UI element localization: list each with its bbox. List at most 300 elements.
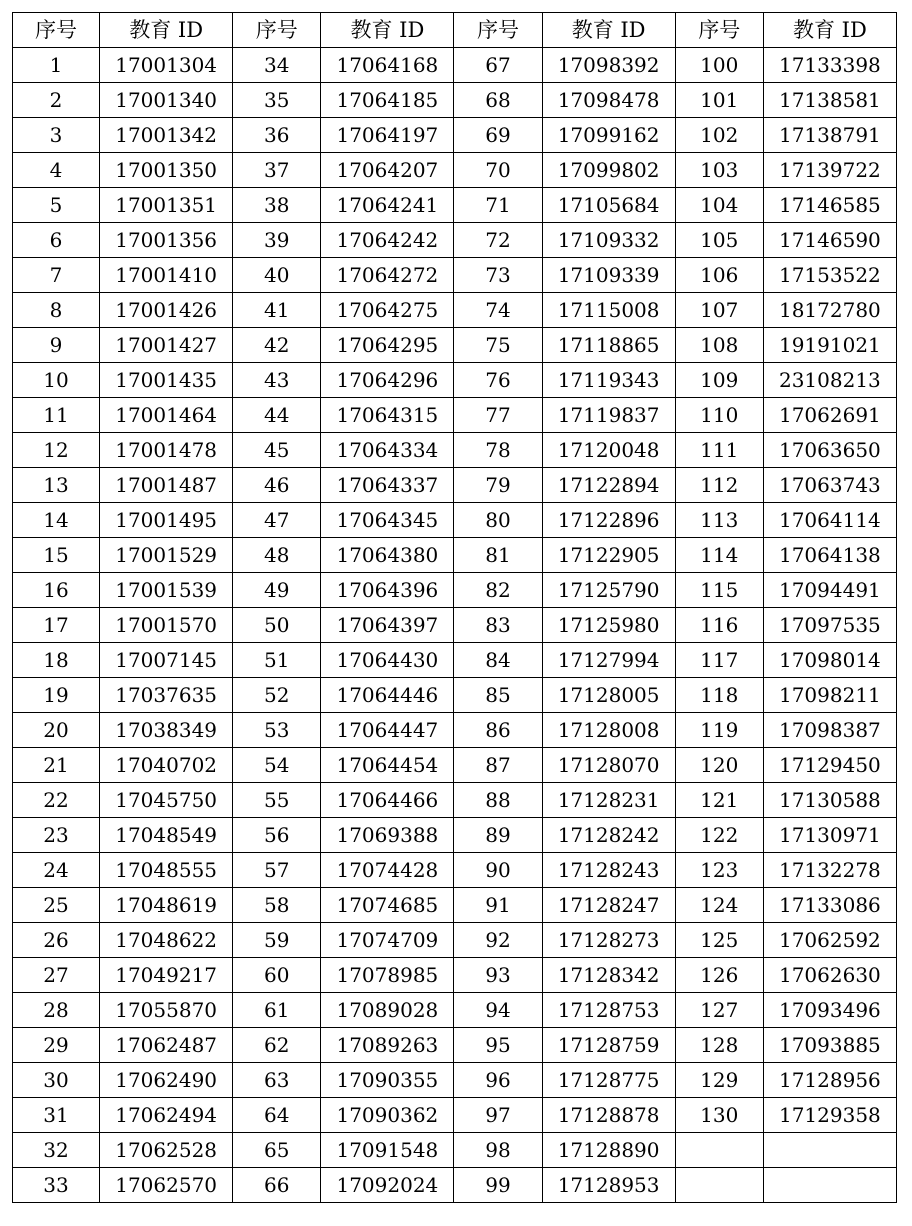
cell-education-id: 17122905	[542, 538, 675, 573]
cell-education-id: 17064114	[763, 503, 896, 538]
cell-education-id: 17128878	[542, 1098, 675, 1133]
cell-seq-number: 38	[233, 188, 321, 223]
cell-education-id: 17064396	[321, 573, 454, 608]
cell-education-id: 17129450	[763, 748, 896, 783]
cell-seq-number: 112	[675, 468, 763, 503]
cell-seq-number: 5	[13, 188, 100, 223]
cell-seq-number: 56	[233, 818, 321, 853]
cell-education-id: 17064337	[321, 468, 454, 503]
cell-education-id: 17064207	[321, 153, 454, 188]
cell-seq-number: 59	[233, 923, 321, 958]
cell-seq-number: 118	[675, 678, 763, 713]
cell-education-id: 17064197	[321, 118, 454, 153]
cell-education-id: 17128273	[542, 923, 675, 958]
cell-education-id: 17001356	[100, 223, 233, 258]
id-table-container	[12, 12, 897, 1203]
table-row	[13, 293, 897, 328]
table-row	[13, 993, 897, 1028]
cell-education-id: 17105684	[542, 188, 675, 223]
cell-seq-number: 53	[233, 713, 321, 748]
cell-seq-number: 98	[454, 1133, 542, 1168]
cell-education-id: 17064242	[321, 223, 454, 258]
table-row	[13, 258, 897, 293]
cell-education-id: 17062691	[763, 398, 896, 433]
cell-education-id: 17064345	[321, 503, 454, 538]
cell-education-id	[763, 1168, 896, 1203]
cell-education-id: 17128242	[542, 818, 675, 853]
table-row	[13, 1028, 897, 1063]
cell-education-id: 17062592	[763, 923, 896, 958]
cell-seq-number: 73	[454, 258, 542, 293]
cell-education-id: 17090362	[321, 1098, 454, 1133]
table-row	[13, 398, 897, 433]
cell-education-id: 17064185	[321, 83, 454, 118]
cell-education-id: 17092024	[321, 1168, 454, 1203]
table-row	[13, 818, 897, 853]
cell-seq-number: 104	[675, 188, 763, 223]
cell-seq-number: 71	[454, 188, 542, 223]
cell-seq-number: 90	[454, 853, 542, 888]
cell-seq-number: 41	[233, 293, 321, 328]
cell-seq-number: 44	[233, 398, 321, 433]
cell-seq-number: 100	[675, 48, 763, 83]
cell-seq-number: 103	[675, 153, 763, 188]
cell-seq-number: 113	[675, 503, 763, 538]
cell-education-id: 17128759	[542, 1028, 675, 1063]
cell-education-id: 17064138	[763, 538, 896, 573]
cell-education-id: 17038349	[100, 713, 233, 748]
cell-education-id: 17064272	[321, 258, 454, 293]
cell-seq-number: 20	[13, 713, 100, 748]
cell-seq-number: 87	[454, 748, 542, 783]
cell-education-id: 17001340	[100, 83, 233, 118]
cell-education-id: 17040702	[100, 748, 233, 783]
cell-seq-number: 82	[454, 573, 542, 608]
cell-education-id: 17001529	[100, 538, 233, 573]
cell-seq-number: 64	[233, 1098, 321, 1133]
cell-seq-number: 43	[233, 363, 321, 398]
cell-education-id: 17064397	[321, 608, 454, 643]
table-row	[13, 328, 897, 363]
cell-seq-number: 123	[675, 853, 763, 888]
cell-education-id: 17128243	[542, 853, 675, 888]
cell-seq-number: 57	[233, 853, 321, 888]
cell-education-id: 17099162	[542, 118, 675, 153]
cell-seq-number: 21	[13, 748, 100, 783]
cell-education-id: 18172780	[763, 293, 896, 328]
cell-education-id: 17089263	[321, 1028, 454, 1063]
cell-seq-number: 122	[675, 818, 763, 853]
cell-seq-number: 94	[454, 993, 542, 1028]
cell-seq-number: 92	[454, 923, 542, 958]
cell-seq-number: 66	[233, 1168, 321, 1203]
cell-education-id: 17001478	[100, 433, 233, 468]
cell-seq-number: 32	[13, 1133, 100, 1168]
cell-seq-number: 45	[233, 433, 321, 468]
cell-education-id: 17048619	[100, 888, 233, 923]
cell-education-id: 17128775	[542, 1063, 675, 1098]
cell-education-id: 17001570	[100, 608, 233, 643]
cell-seq-number: 115	[675, 573, 763, 608]
table-row	[13, 678, 897, 713]
cell-seq-number: 95	[454, 1028, 542, 1063]
cell-seq-number: 16	[13, 573, 100, 608]
cell-seq-number: 63	[233, 1063, 321, 1098]
header-row	[13, 13, 897, 48]
cell-seq-number: 39	[233, 223, 321, 258]
cell-education-id: 17001495	[100, 503, 233, 538]
cell-education-id: 17037635	[100, 678, 233, 713]
cell-seq-number: 24	[13, 853, 100, 888]
cell-seq-number: 42	[233, 328, 321, 363]
cell-seq-number: 110	[675, 398, 763, 433]
cell-seq-number: 48	[233, 538, 321, 573]
cell-seq-number: 65	[233, 1133, 321, 1168]
cell-seq-number: 88	[454, 783, 542, 818]
cell-seq-number	[675, 1168, 763, 1203]
cell-education-id: 19191021	[763, 328, 896, 363]
cell-education-id: 17132278	[763, 853, 896, 888]
cell-education-id: 17048555	[100, 853, 233, 888]
cell-seq-number: 34	[233, 48, 321, 83]
cell-education-id: 17133398	[763, 48, 896, 83]
table-row	[13, 1168, 897, 1203]
cell-education-id: 17119343	[542, 363, 675, 398]
cell-seq-number: 77	[454, 398, 542, 433]
table-row	[13, 713, 897, 748]
cell-seq-number: 30	[13, 1063, 100, 1098]
table-row	[13, 83, 897, 118]
header-education-id: 教育 ID	[542, 13, 675, 48]
cell-education-id: 17127994	[542, 643, 675, 678]
cell-education-id: 17064295	[321, 328, 454, 363]
cell-education-id: 17001304	[100, 48, 233, 83]
cell-seq-number: 109	[675, 363, 763, 398]
cell-seq-number: 18	[13, 643, 100, 678]
cell-education-id: 17064168	[321, 48, 454, 83]
cell-education-id: 17001342	[100, 118, 233, 153]
cell-seq-number: 35	[233, 83, 321, 118]
cell-education-id: 17001539	[100, 573, 233, 608]
cell-seq-number: 36	[233, 118, 321, 153]
cell-education-id: 17115008	[542, 293, 675, 328]
cell-education-id: 17064446	[321, 678, 454, 713]
header-seq-number: 序号	[454, 13, 542, 48]
cell-education-id: 17007145	[100, 643, 233, 678]
cell-seq-number: 13	[13, 468, 100, 503]
table-row	[13, 538, 897, 573]
cell-education-id: 17064315	[321, 398, 454, 433]
cell-education-id: 17074685	[321, 888, 454, 923]
cell-seq-number: 75	[454, 328, 542, 363]
cell-seq-number: 125	[675, 923, 763, 958]
cell-education-id: 17064334	[321, 433, 454, 468]
cell-seq-number: 9	[13, 328, 100, 363]
table-row	[13, 573, 897, 608]
cell-seq-number: 25	[13, 888, 100, 923]
cell-education-id: 17064296	[321, 363, 454, 398]
cell-education-id: 17138581	[763, 83, 896, 118]
cell-education-id: 17064454	[321, 748, 454, 783]
cell-education-id: 17064430	[321, 643, 454, 678]
table-row	[13, 608, 897, 643]
cell-seq-number: 23	[13, 818, 100, 853]
table-row	[13, 363, 897, 398]
cell-seq-number: 61	[233, 993, 321, 1028]
cell-education-id: 17122894	[542, 468, 675, 503]
table-row	[13, 958, 897, 993]
cell-education-id: 17062494	[100, 1098, 233, 1133]
cell-education-id: 17062528	[100, 1133, 233, 1168]
cell-education-id: 17130588	[763, 783, 896, 818]
table-row	[13, 503, 897, 538]
cell-seq-number: 50	[233, 608, 321, 643]
cell-seq-number: 102	[675, 118, 763, 153]
cell-seq-number: 124	[675, 888, 763, 923]
cell-seq-number: 99	[454, 1168, 542, 1203]
cell-seq-number: 70	[454, 153, 542, 188]
cell-seq-number: 105	[675, 223, 763, 258]
cell-education-id: 17093885	[763, 1028, 896, 1063]
cell-seq-number: 11	[13, 398, 100, 433]
cell-seq-number: 111	[675, 433, 763, 468]
cell-education-id: 17128753	[542, 993, 675, 1028]
cell-seq-number: 62	[233, 1028, 321, 1063]
cell-education-id: 17122896	[542, 503, 675, 538]
cell-seq-number: 108	[675, 328, 763, 363]
cell-seq-number: 1	[13, 48, 100, 83]
cell-education-id: 17001351	[100, 188, 233, 223]
cell-education-id: 17062570	[100, 1168, 233, 1203]
cell-education-id: 17093496	[763, 993, 896, 1028]
cell-seq-number: 47	[233, 503, 321, 538]
cell-seq-number: 89	[454, 818, 542, 853]
cell-education-id: 17064241	[321, 188, 454, 223]
header-seq-number: 序号	[675, 13, 763, 48]
header-seq-number: 序号	[13, 13, 100, 48]
cell-seq-number: 117	[675, 643, 763, 678]
cell-seq-number: 83	[454, 608, 542, 643]
cell-seq-number: 10	[13, 363, 100, 398]
cell-seq-number: 58	[233, 888, 321, 923]
table-row	[13, 433, 897, 468]
cell-seq-number: 54	[233, 748, 321, 783]
cell-seq-number: 97	[454, 1098, 542, 1133]
cell-education-id: 17128005	[542, 678, 675, 713]
cell-seq-number: 51	[233, 643, 321, 678]
education-id-table	[12, 12, 897, 1203]
cell-education-id: 17097535	[763, 608, 896, 643]
cell-seq-number: 80	[454, 503, 542, 538]
cell-seq-number: 7	[13, 258, 100, 293]
cell-seq-number: 12	[13, 433, 100, 468]
table-row	[13, 118, 897, 153]
cell-education-id: 17001487	[100, 468, 233, 503]
header-education-id: 教育 ID	[100, 13, 233, 48]
cell-seq-number: 86	[454, 713, 542, 748]
cell-seq-number: 120	[675, 748, 763, 783]
cell-seq-number: 2	[13, 83, 100, 118]
cell-seq-number: 96	[454, 1063, 542, 1098]
table-row	[13, 643, 897, 678]
cell-seq-number: 8	[13, 293, 100, 328]
cell-seq-number: 74	[454, 293, 542, 328]
header-seq-number: 序号	[233, 13, 321, 48]
cell-education-id: 17094491	[763, 573, 896, 608]
cell-seq-number: 46	[233, 468, 321, 503]
cell-education-id: 17128247	[542, 888, 675, 923]
cell-seq-number: 129	[675, 1063, 763, 1098]
cell-education-id	[763, 1133, 896, 1168]
cell-seq-number: 126	[675, 958, 763, 993]
cell-education-id: 17146590	[763, 223, 896, 258]
cell-education-id: 17064447	[321, 713, 454, 748]
cell-education-id: 23108213	[763, 363, 896, 398]
table-row	[13, 48, 897, 83]
table-row	[13, 853, 897, 888]
cell-seq-number: 40	[233, 258, 321, 293]
cell-seq-number: 49	[233, 573, 321, 608]
table-body	[13, 48, 897, 1203]
cell-education-id: 17133086	[763, 888, 896, 923]
cell-seq-number: 106	[675, 258, 763, 293]
cell-education-id: 17045750	[100, 783, 233, 818]
cell-education-id: 17001426	[100, 293, 233, 328]
cell-seq-number: 116	[675, 608, 763, 643]
cell-education-id: 17074709	[321, 923, 454, 958]
cell-seq-number: 91	[454, 888, 542, 923]
table-row	[13, 783, 897, 818]
cell-seq-number: 119	[675, 713, 763, 748]
cell-education-id: 17128231	[542, 783, 675, 818]
cell-education-id: 17098014	[763, 643, 896, 678]
cell-education-id: 17064275	[321, 293, 454, 328]
cell-education-id: 17049217	[100, 958, 233, 993]
cell-seq-number: 4	[13, 153, 100, 188]
cell-education-id: 17125790	[542, 573, 675, 608]
cell-seq-number: 85	[454, 678, 542, 713]
cell-education-id: 17109332	[542, 223, 675, 258]
cell-education-id: 17146585	[763, 188, 896, 223]
cell-education-id: 17120048	[542, 433, 675, 468]
cell-seq-number: 93	[454, 958, 542, 993]
cell-education-id: 17064466	[321, 783, 454, 818]
cell-seq-number: 127	[675, 993, 763, 1028]
cell-seq-number: 15	[13, 538, 100, 573]
cell-education-id: 17128953	[542, 1168, 675, 1203]
table-row	[13, 153, 897, 188]
cell-education-id: 17098478	[542, 83, 675, 118]
cell-education-id: 17062487	[100, 1028, 233, 1063]
table-row	[13, 223, 897, 258]
cell-seq-number: 3	[13, 118, 100, 153]
cell-seq-number: 14	[13, 503, 100, 538]
cell-seq-number: 128	[675, 1028, 763, 1063]
cell-education-id: 17089028	[321, 993, 454, 1028]
cell-education-id: 17078985	[321, 958, 454, 993]
cell-seq-number: 101	[675, 83, 763, 118]
cell-education-id: 17119837	[542, 398, 675, 433]
cell-education-id: 17125980	[542, 608, 675, 643]
table-row	[13, 1063, 897, 1098]
cell-seq-number: 55	[233, 783, 321, 818]
table-row	[13, 468, 897, 503]
cell-seq-number: 6	[13, 223, 100, 258]
cell-education-id: 17128070	[542, 748, 675, 783]
cell-seq-number: 31	[13, 1098, 100, 1133]
cell-seq-number: 37	[233, 153, 321, 188]
cell-seq-number	[675, 1133, 763, 1168]
table-row	[13, 923, 897, 958]
cell-seq-number: 27	[13, 958, 100, 993]
cell-education-id: 17064380	[321, 538, 454, 573]
cell-seq-number: 60	[233, 958, 321, 993]
cell-seq-number: 79	[454, 468, 542, 503]
cell-seq-number: 17	[13, 608, 100, 643]
cell-education-id: 17139722	[763, 153, 896, 188]
cell-education-id: 17001464	[100, 398, 233, 433]
cell-education-id: 17098392	[542, 48, 675, 83]
table-row	[13, 188, 897, 223]
cell-education-id: 17118865	[542, 328, 675, 363]
cell-education-id: 17063650	[763, 433, 896, 468]
cell-seq-number: 22	[13, 783, 100, 818]
cell-seq-number: 69	[454, 118, 542, 153]
cell-seq-number: 107	[675, 293, 763, 328]
cell-education-id: 17128890	[542, 1133, 675, 1168]
header-education-id: 教育 ID	[321, 13, 454, 48]
cell-seq-number: 121	[675, 783, 763, 818]
cell-seq-number: 72	[454, 223, 542, 258]
cell-education-id: 17098387	[763, 713, 896, 748]
table-row	[13, 1133, 897, 1168]
cell-education-id: 17153522	[763, 258, 896, 293]
cell-education-id: 17001410	[100, 258, 233, 293]
table-row	[13, 888, 897, 923]
cell-education-id: 17055870	[100, 993, 233, 1028]
cell-education-id: 17128008	[542, 713, 675, 748]
cell-seq-number: 78	[454, 433, 542, 468]
cell-education-id: 17098211	[763, 678, 896, 713]
table-row	[13, 1098, 897, 1133]
cell-seq-number: 114	[675, 538, 763, 573]
cell-seq-number: 19	[13, 678, 100, 713]
cell-seq-number: 130	[675, 1098, 763, 1133]
header-education-id: 教育 ID	[763, 13, 896, 48]
cell-education-id: 17130971	[763, 818, 896, 853]
cell-education-id: 17109339	[542, 258, 675, 293]
cell-education-id: 17063743	[763, 468, 896, 503]
cell-education-id: 17062630	[763, 958, 896, 993]
cell-education-id: 17069388	[321, 818, 454, 853]
cell-seq-number: 29	[13, 1028, 100, 1063]
cell-education-id: 17091548	[321, 1133, 454, 1168]
table-row	[13, 748, 897, 783]
cell-seq-number: 68	[454, 83, 542, 118]
cell-education-id: 17001427	[100, 328, 233, 363]
cell-education-id: 17090355	[321, 1063, 454, 1098]
cell-education-id: 17062490	[100, 1063, 233, 1098]
cell-education-id: 17138791	[763, 118, 896, 153]
cell-seq-number: 81	[454, 538, 542, 573]
cell-education-id: 17074428	[321, 853, 454, 888]
cell-education-id: 17048622	[100, 923, 233, 958]
cell-seq-number: 67	[454, 48, 542, 83]
cell-seq-number: 76	[454, 363, 542, 398]
cell-seq-number: 52	[233, 678, 321, 713]
cell-education-id: 17099802	[542, 153, 675, 188]
cell-education-id: 17129358	[763, 1098, 896, 1133]
